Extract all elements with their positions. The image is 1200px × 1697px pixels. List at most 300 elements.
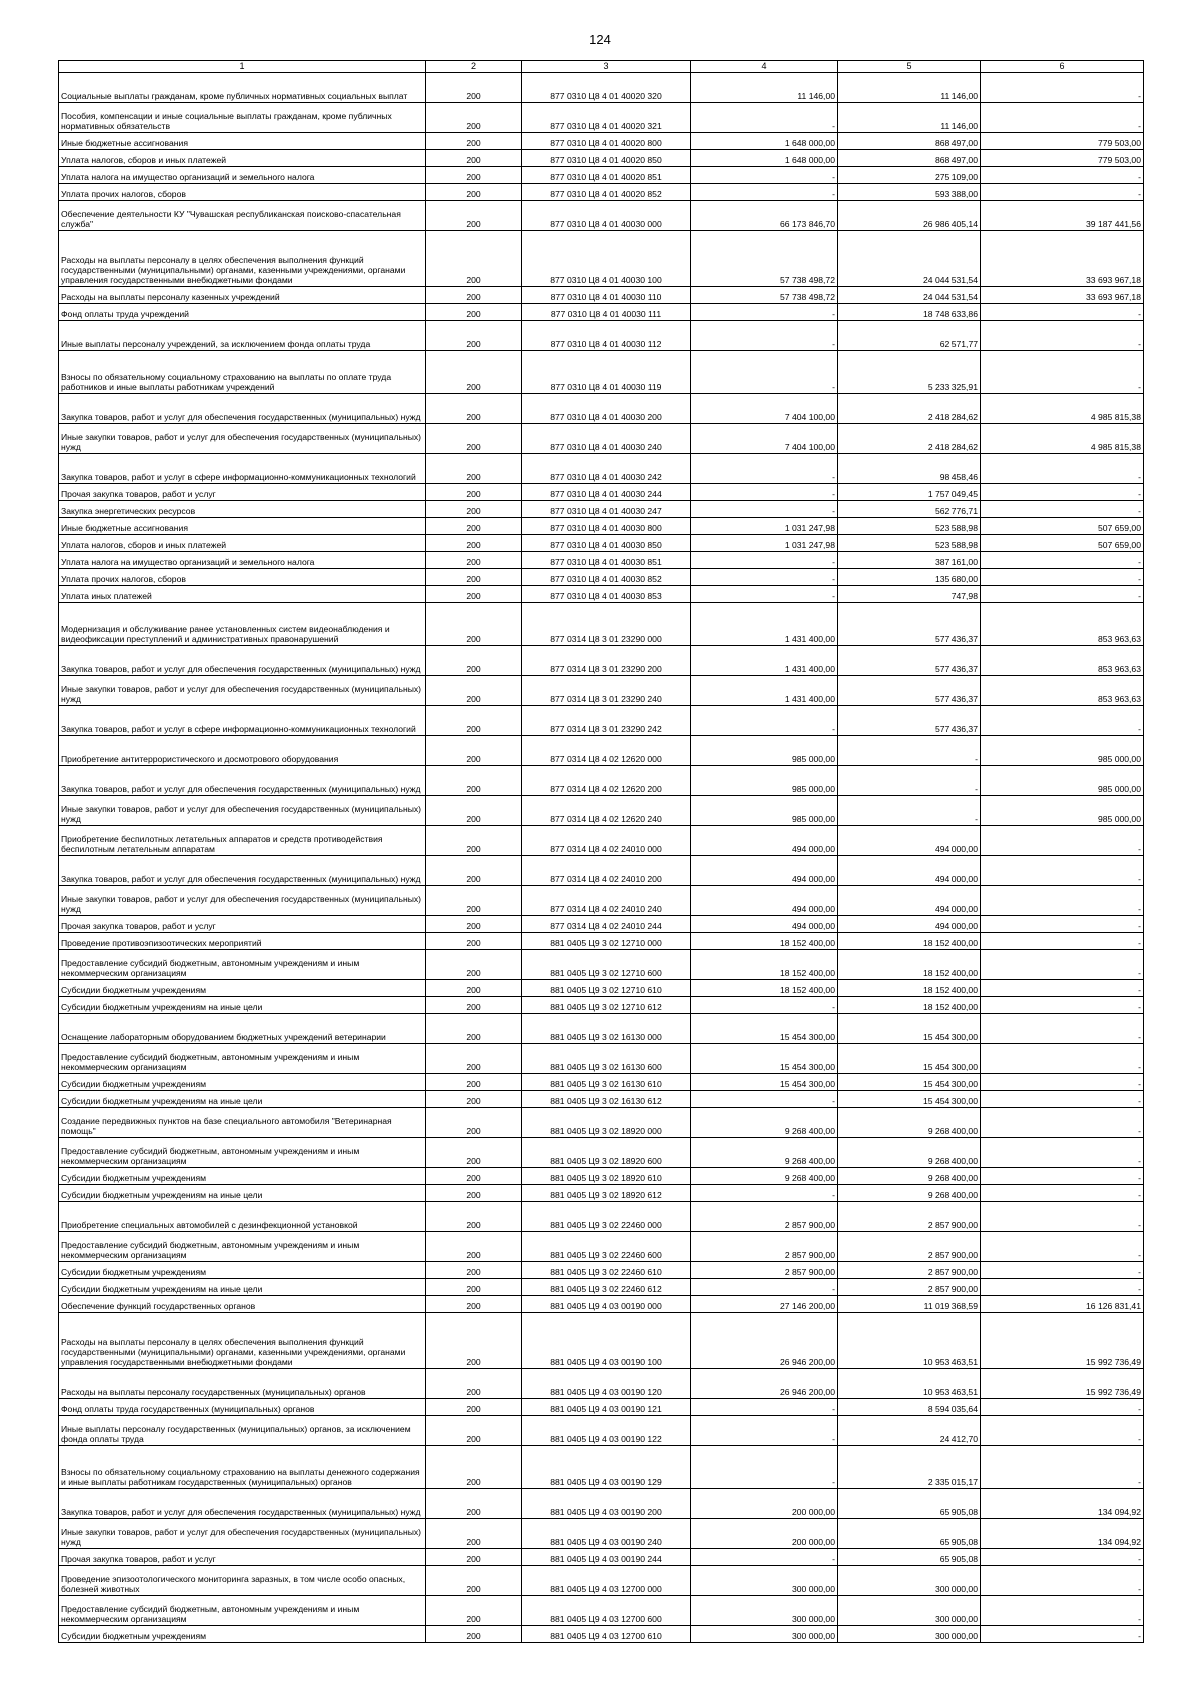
- approved-amount: 7 404 100,00: [691, 423, 838, 453]
- line-code: 200: [426, 132, 522, 149]
- budget-code: 881 0405 Ц9 3 02 16130 610: [522, 1073, 691, 1090]
- item-name: Иные закупки товаров, работ и услуг для обеспечения государственных (муниципальных) нужд: [59, 675, 426, 705]
- budget-code: 877 0314 Ц8 4 02 12620 200: [522, 765, 691, 795]
- approved-amount: 7 404 100,00: [691, 393, 838, 423]
- approved-amount: 985 000,00: [691, 795, 838, 825]
- budget-code: 877 0310 Ц8 4 01 40030 112: [522, 320, 691, 350]
- executed-amount: 300 000,00: [838, 1625, 981, 1642]
- approved-amount: -: [691, 585, 838, 602]
- approved-amount: 494 000,00: [691, 885, 838, 915]
- approved-amount: 300 000,00: [691, 1625, 838, 1642]
- budget-code: 877 0314 Ц8 4 02 12620 000: [522, 735, 691, 765]
- unexecuted-amount: -: [981, 183, 1144, 200]
- approved-amount: 985 000,00: [691, 765, 838, 795]
- line-code: 200: [426, 1625, 522, 1642]
- unexecuted-amount: 4 985 815,38: [981, 423, 1144, 453]
- table-row: [59, 1295, 1144, 1312]
- unexecuted-amount: -: [981, 825, 1144, 855]
- executed-amount: 1 757 049,45: [838, 483, 981, 500]
- executed-amount: 2 857 900,00: [838, 1231, 981, 1261]
- unexecuted-amount: 33 693 967,18: [981, 230, 1144, 286]
- table-row: [59, 705, 1144, 735]
- approved-amount: -: [691, 350, 838, 393]
- line-code: 200: [426, 1295, 522, 1312]
- approved-amount: -: [691, 1415, 838, 1445]
- table-row: [59, 825, 1144, 855]
- unexecuted-amount: -: [981, 1184, 1144, 1201]
- table-row: [59, 132, 1144, 149]
- unexecuted-amount: -: [981, 72, 1144, 102]
- budget-code: 877 0310 Ц8 4 01 40020 320: [522, 72, 691, 102]
- budget-code: 877 0310 Ц8 4 01 40030 111: [522, 303, 691, 320]
- table-row: [59, 534, 1144, 551]
- approved-amount: 200 000,00: [691, 1518, 838, 1548]
- approved-amount: 1 431 400,00: [691, 602, 838, 645]
- unexecuted-amount: -: [981, 1595, 1144, 1625]
- line-code: 200: [426, 932, 522, 949]
- unexecuted-amount: -: [981, 996, 1144, 1013]
- table-row: [59, 855, 1144, 885]
- item-name: Взносы по обязательному социальному страхованию на выплаты денежного содержания и иные выплаты работникам государственных (муниципальных) органов: [59, 1445, 426, 1488]
- executed-amount: 24 412,70: [838, 1415, 981, 1445]
- item-name: Закупка товаров, работ и услуг для обеспечения государственных (муниципальных) нужд: [59, 645, 426, 675]
- approved-amount: 200 000,00: [691, 1488, 838, 1518]
- table-row: [59, 1445, 1144, 1488]
- approved-amount: 1 031 247,98: [691, 534, 838, 551]
- unexecuted-amount: -: [981, 453, 1144, 483]
- table-row: [59, 795, 1144, 825]
- approved-amount: -: [691, 1445, 838, 1488]
- executed-amount: 11 146,00: [838, 102, 981, 132]
- budget-code: 881 0405 Ц9 3 02 16130 600: [522, 1043, 691, 1073]
- item-name: Уплата прочих налогов, сборов: [59, 183, 426, 200]
- item-name: Уплата налогов, сборов и иных платежей: [59, 534, 426, 551]
- budget-code: 881 0405 Ц9 3 02 18920 000: [522, 1107, 691, 1137]
- executed-amount: 577 436,37: [838, 602, 981, 645]
- item-name: Закупка товаров, работ и услуг для обеспечения государственных (муниципальных) нужд: [59, 765, 426, 795]
- table-row: [59, 735, 1144, 765]
- item-name: Субсидии бюджетным учреждениям на иные цели: [59, 1184, 426, 1201]
- table-row: [59, 1137, 1144, 1167]
- approved-amount: -: [691, 551, 838, 568]
- executed-amount: 577 436,37: [838, 705, 981, 735]
- approved-amount: 15 454 300,00: [691, 1013, 838, 1043]
- line-code: 200: [426, 645, 522, 675]
- line-code: 200: [426, 1368, 522, 1398]
- line-code: 200: [426, 183, 522, 200]
- executed-amount: 387 161,00: [838, 551, 981, 568]
- line-code: 200: [426, 979, 522, 996]
- item-name: Субсидии бюджетным учреждениям на иные цели: [59, 1278, 426, 1295]
- item-name: Социальные выплаты гражданам, кроме публичных нормативных социальных выплат: [59, 72, 426, 102]
- table-row: [59, 1167, 1144, 1184]
- budget-code: 877 0310 Ц8 4 01 40030 800: [522, 517, 691, 534]
- line-code: 200: [426, 1201, 522, 1231]
- table-row: [59, 1312, 1144, 1368]
- approved-amount: 15 454 300,00: [691, 1043, 838, 1073]
- budget-code: 877 0310 Ц8 4 01 40020 852: [522, 183, 691, 200]
- table-row: [59, 1261, 1144, 1278]
- unexecuted-amount: -: [981, 1548, 1144, 1565]
- unexecuted-amount: -: [981, 585, 1144, 602]
- item-name: Иные закупки товаров, работ и услуг для обеспечения государственных (муниципальных) нужд: [59, 1518, 426, 1548]
- line-code: 200: [426, 1090, 522, 1107]
- executed-amount: 300 000,00: [838, 1565, 981, 1595]
- executed-amount: 18 748 633,86: [838, 303, 981, 320]
- executed-amount: 868 497,00: [838, 149, 981, 166]
- line-code: 200: [426, 885, 522, 915]
- executed-amount: 494 000,00: [838, 825, 981, 855]
- unexecuted-amount: -: [981, 483, 1144, 500]
- table-row: [59, 996, 1144, 1013]
- executed-amount: 9 268 400,00: [838, 1167, 981, 1184]
- unexecuted-amount: -: [981, 1167, 1144, 1184]
- budget-code: 877 0314 Ц8 3 01 23290 240: [522, 675, 691, 705]
- item-name: Иные закупки товаров, работ и услуг для обеспечения государственных (муниципальных) нужд: [59, 885, 426, 915]
- approved-amount: 15 454 300,00: [691, 1073, 838, 1090]
- budget-code: 877 0310 Ц8 4 01 40030 244: [522, 483, 691, 500]
- budget-code: 877 0310 Ц8 4 01 40020 800: [522, 132, 691, 149]
- table-row: [59, 585, 1144, 602]
- table-row: [59, 483, 1144, 500]
- executed-amount: 275 109,00: [838, 166, 981, 183]
- item-name: Закупка товаров, работ и услуг в сфере информационно-коммуникационных технологий: [59, 705, 426, 735]
- item-name: Предоставление субсидий бюджетным, автономным учреждениям и иным некоммерческим организациям: [59, 1231, 426, 1261]
- executed-amount: 577 436,37: [838, 675, 981, 705]
- approved-amount: -: [691, 1398, 838, 1415]
- executed-amount: 523 588,98: [838, 534, 981, 551]
- item-name: Взносы по обязательному социальному страхованию на выплаты по оплате труда работников и иные выплаты работникам учреждений: [59, 350, 426, 393]
- unexecuted-amount: -: [981, 915, 1144, 932]
- table-row: [59, 303, 1144, 320]
- unexecuted-amount: -: [981, 949, 1144, 979]
- executed-amount: 2 335 015,17: [838, 1445, 981, 1488]
- unexecuted-amount: -: [981, 1231, 1144, 1261]
- line-code: 200: [426, 1167, 522, 1184]
- line-code: 200: [426, 855, 522, 885]
- budget-code: 881 0405 Ц9 4 03 00190 200: [522, 1488, 691, 1518]
- table-row: [59, 1368, 1144, 1398]
- budget-code: 881 0405 Ц9 4 03 00190 100: [522, 1312, 691, 1368]
- item-name: Закупка товаров, работ и услуг в сфере информационно-коммуникационных технологий: [59, 453, 426, 483]
- table-row: [59, 1595, 1144, 1625]
- executed-amount: 577 436,37: [838, 645, 981, 675]
- line-code: 200: [426, 1073, 522, 1090]
- unexecuted-amount: 853 963,63: [981, 602, 1144, 645]
- approved-amount: 18 152 400,00: [691, 979, 838, 996]
- approved-amount: 2 857 900,00: [691, 1201, 838, 1231]
- approved-amount: -: [691, 1090, 838, 1107]
- approved-amount: 1 648 000,00: [691, 149, 838, 166]
- budget-code: 881 0405 Ц9 4 03 00190 121: [522, 1398, 691, 1415]
- approved-amount: 11 146,00: [691, 72, 838, 102]
- item-name: Иные выплаты персоналу учреждений, за исключением фонда оплаты труда: [59, 320, 426, 350]
- item-name: Предоставление субсидий бюджетным, автономным учреждениям и иным некоммерческим организациям: [59, 1043, 426, 1073]
- budget-code: 881 0405 Ц9 3 02 16130 000: [522, 1013, 691, 1043]
- executed-amount: 2 418 284,62: [838, 423, 981, 453]
- col-header-6: 6: [981, 61, 1144, 73]
- unexecuted-amount: 134 094,92: [981, 1518, 1144, 1548]
- item-name: Иные закупки товаров, работ и услуг для обеспечения государственных (муниципальных) нужд: [59, 795, 426, 825]
- approved-amount: 1 031 247,98: [691, 517, 838, 534]
- unexecuted-amount: -: [981, 1278, 1144, 1295]
- executed-amount: 18 152 400,00: [838, 932, 981, 949]
- approved-amount: 300 000,00: [691, 1565, 838, 1595]
- executed-amount: 18 152 400,00: [838, 979, 981, 996]
- approved-amount: 300 000,00: [691, 1595, 838, 1625]
- executed-amount: 15 454 300,00: [838, 1043, 981, 1073]
- col-header-2: 2: [426, 61, 522, 73]
- unexecuted-amount: -: [981, 1090, 1144, 1107]
- line-code: 200: [426, 825, 522, 855]
- unexecuted-amount: 853 963,63: [981, 675, 1144, 705]
- executed-amount: 18 152 400,00: [838, 996, 981, 1013]
- table-row: [59, 765, 1144, 795]
- executed-amount: 65 905,08: [838, 1488, 981, 1518]
- unexecuted-amount: -: [981, 705, 1144, 735]
- unexecuted-amount: -: [981, 1073, 1144, 1090]
- table-row: [59, 1415, 1144, 1445]
- table-row: [59, 1043, 1144, 1073]
- executed-amount: 10 953 463,51: [838, 1368, 981, 1398]
- approved-amount: -: [691, 1278, 838, 1295]
- item-name: Иные бюджетные ассигнования: [59, 517, 426, 534]
- line-code: 200: [426, 166, 522, 183]
- item-name: Пособия, компенсации и иные социальные выплаты гражданам, кроме публичных нормативных обязательств: [59, 102, 426, 132]
- line-code: 200: [426, 320, 522, 350]
- line-code: 200: [426, 1488, 522, 1518]
- approved-amount: -: [691, 303, 838, 320]
- unexecuted-amount: -: [981, 1137, 1144, 1167]
- unexecuted-amount: 4 985 815,38: [981, 393, 1144, 423]
- line-code: 200: [426, 483, 522, 500]
- line-code: 200: [426, 1445, 522, 1488]
- unexecuted-amount: -: [981, 1107, 1144, 1137]
- unexecuted-amount: 853 963,63: [981, 645, 1144, 675]
- item-name: Уплата прочих налогов, сборов: [59, 568, 426, 585]
- line-code: 200: [426, 1261, 522, 1278]
- budget-code: 877 0310 Ц8 4 01 40030 247: [522, 500, 691, 517]
- executed-amount: 300 000,00: [838, 1595, 981, 1625]
- table-row: [59, 149, 1144, 166]
- table-row: [59, 183, 1144, 200]
- line-code: 200: [426, 1043, 522, 1073]
- executed-amount: 11 019 368,59: [838, 1295, 981, 1312]
- line-code: 200: [426, 1312, 522, 1368]
- approved-amount: 18 152 400,00: [691, 932, 838, 949]
- budget-code: 877 0310 Ц8 4 01 40020 850: [522, 149, 691, 166]
- budget-code: 881 0405 Ц9 3 02 12710 610: [522, 979, 691, 996]
- item-name: Проведение противоэпизоотических мероприятий: [59, 932, 426, 949]
- table-row: [59, 1201, 1144, 1231]
- line-code: 200: [426, 423, 522, 453]
- header-row: [59, 61, 1144, 73]
- unexecuted-amount: -: [981, 1445, 1144, 1488]
- line-code: 200: [426, 1595, 522, 1625]
- line-code: 200: [426, 735, 522, 765]
- line-code: 200: [426, 350, 522, 393]
- line-code: 200: [426, 1013, 522, 1043]
- line-code: 200: [426, 949, 522, 979]
- executed-amount: 24 044 531,54: [838, 286, 981, 303]
- budget-code: 881 0405 Ц9 4 03 00190 129: [522, 1445, 691, 1488]
- item-name: Субсидии бюджетным учреждениям: [59, 1261, 426, 1278]
- budget-code: 881 0405 Ц9 3 02 22460 612: [522, 1278, 691, 1295]
- budget-code: 877 0314 Ц8 4 02 24010 000: [522, 825, 691, 855]
- budget-code: 881 0405 Ц9 4 03 00190 120: [522, 1368, 691, 1398]
- executed-amount: -: [838, 765, 981, 795]
- item-name: Уплата налога на имущество организаций и земельного налога: [59, 551, 426, 568]
- budget-code: 881 0405 Ц9 3 02 18920 610: [522, 1167, 691, 1184]
- item-name: Закупка товаров, работ и услуг для обеспечения государственных (муниципальных) нужд: [59, 1488, 426, 1518]
- budget-code: 881 0405 Ц9 3 02 18920 600: [522, 1137, 691, 1167]
- unexecuted-amount: -: [981, 166, 1144, 183]
- table-row: [59, 1488, 1144, 1518]
- approved-amount: -: [691, 996, 838, 1013]
- item-name: Расходы на выплаты персоналу в целях обеспечения выполнения функций государственными (муниципальными) органами, казенными учреждениями, органами управления государственными внебюджетными фондами: [59, 1312, 426, 1368]
- budget-code: 877 0310 Ц8 4 01 40030 850: [522, 534, 691, 551]
- line-code: 200: [426, 1107, 522, 1137]
- budget-code: 877 0314 Ц8 3 01 23290 242: [522, 705, 691, 735]
- budget-code: 877 0310 Ц8 4 01 40030 851: [522, 551, 691, 568]
- item-name: Прочая закупка товаров, работ и услуг: [59, 483, 426, 500]
- executed-amount: 562 776,71: [838, 500, 981, 517]
- item-name: Субсидии бюджетным учреждениям: [59, 1167, 426, 1184]
- budget-code: 877 0310 Ц8 4 01 40020 321: [522, 102, 691, 132]
- unexecuted-amount: -: [981, 303, 1144, 320]
- budget-code: 881 0405 Ц9 3 02 22460 610: [522, 1261, 691, 1278]
- budget-code: 877 0314 Ц8 4 02 24010 244: [522, 915, 691, 932]
- budget-code: 881 0405 Ц9 4 03 12700 000: [522, 1565, 691, 1595]
- item-name: Создание передвижных пунктов на базе специального автомобиля "Ветеринарная помощь": [59, 1107, 426, 1137]
- table-row: [59, 1184, 1144, 1201]
- item-name: Иные выплаты персоналу государственных (муниципальных) органов, за исключением фонда оплаты труда: [59, 1415, 426, 1445]
- item-name: Иные закупки товаров, работ и услуг для обеспечения государственных (муниципальных) нужд: [59, 423, 426, 453]
- item-name: Оснащение лабораторным оборудованием бюджетных учреждений ветеринарии: [59, 1013, 426, 1043]
- col-header-1: 1: [59, 61, 426, 73]
- budget-code: 881 0405 Ц9 4 03 00190 240: [522, 1518, 691, 1548]
- item-name: Субсидии бюджетным учреждениям на иные цели: [59, 996, 426, 1013]
- item-name: Предоставление субсидий бюджетным, автономным учреждениям и иным некоммерческим организациям: [59, 1137, 426, 1167]
- approved-amount: 985 000,00: [691, 735, 838, 765]
- table-row: [59, 551, 1144, 568]
- table-row: [59, 320, 1144, 350]
- page-number: 124: [589, 32, 611, 47]
- budget-code: 877 0314 Ц8 3 01 23290 000: [522, 602, 691, 645]
- budget-code: 881 0405 Ц9 3 02 22460 000: [522, 1201, 691, 1231]
- line-code: 200: [426, 1565, 522, 1595]
- line-code: 200: [426, 1415, 522, 1445]
- line-code: 200: [426, 551, 522, 568]
- unexecuted-amount: 779 503,00: [981, 149, 1144, 166]
- unexecuted-amount: 39 187 441,56: [981, 200, 1144, 230]
- approved-amount: 9 268 400,00: [691, 1167, 838, 1184]
- executed-amount: 65 905,08: [838, 1548, 981, 1565]
- budget-code: 877 0310 Ц8 4 01 40020 851: [522, 166, 691, 183]
- approved-amount: 66 173 846,70: [691, 200, 838, 230]
- table-row: [59, 1565, 1144, 1595]
- approved-amount: 1 431 400,00: [691, 675, 838, 705]
- approved-amount: -: [691, 500, 838, 517]
- table-row: [59, 1518, 1144, 1548]
- item-name: Прочая закупка товаров, работ и услуг: [59, 915, 426, 932]
- unexecuted-amount: 33 693 967,18: [981, 286, 1144, 303]
- unexecuted-amount: 507 659,00: [981, 534, 1144, 551]
- budget-code: 881 0405 Ц9 4 03 12700 610: [522, 1625, 691, 1642]
- table-row: [59, 602, 1144, 645]
- executed-amount: 747,98: [838, 585, 981, 602]
- table-row: [59, 915, 1144, 932]
- item-name: Субсидии бюджетным учреждениям на иные цели: [59, 1090, 426, 1107]
- executed-amount: 868 497,00: [838, 132, 981, 149]
- budget-code: 881 0405 Ц9 4 03 00190 244: [522, 1548, 691, 1565]
- unexecuted-amount: 985 000,00: [981, 765, 1144, 795]
- budget-code: 877 0310 Ц8 4 01 40030 852: [522, 568, 691, 585]
- executed-amount: 2 857 900,00: [838, 1278, 981, 1295]
- table-row: [59, 1548, 1144, 1565]
- table-row: [59, 1073, 1144, 1090]
- unexecuted-amount: -: [981, 979, 1144, 996]
- approved-amount: 9 268 400,00: [691, 1107, 838, 1137]
- executed-amount: 98 458,46: [838, 453, 981, 483]
- budget-code: 877 0310 Ц8 4 01 40030 240: [522, 423, 691, 453]
- unexecuted-amount: -: [981, 1415, 1144, 1445]
- executed-amount: 2 857 900,00: [838, 1201, 981, 1231]
- table-row: [59, 675, 1144, 705]
- budget-code: 881 0405 Ц9 4 03 00190 000: [522, 1295, 691, 1312]
- budget-code: 877 0310 Ц8 4 01 40030 200: [522, 393, 691, 423]
- table-row: [59, 885, 1144, 915]
- unexecuted-amount: 985 000,00: [981, 795, 1144, 825]
- item-name: Субсидии бюджетным учреждениям: [59, 1073, 426, 1090]
- item-name: Модернизация и обслуживание ранее установленных систем видеонаблюдения и видеофиксации преступлений и административных правонарушений: [59, 602, 426, 645]
- unexecuted-amount: -: [981, 1565, 1144, 1595]
- budget-code: 877 0310 Ц8 4 01 40030 100: [522, 230, 691, 286]
- budget-code: 881 0405 Ц9 3 02 12710 000: [522, 932, 691, 949]
- unexecuted-amount: -: [981, 500, 1144, 517]
- unexecuted-amount: 134 094,92: [981, 1488, 1144, 1518]
- line-code: 200: [426, 500, 522, 517]
- col-header-4: 4: [691, 61, 838, 73]
- executed-amount: 26 986 405,14: [838, 200, 981, 230]
- approved-amount: -: [691, 705, 838, 735]
- unexecuted-amount: -: [981, 1625, 1144, 1642]
- unexecuted-amount: -: [981, 1013, 1144, 1043]
- table-row: [59, 72, 1144, 102]
- table-row: [59, 166, 1144, 183]
- line-code: 200: [426, 200, 522, 230]
- executed-amount: 2 418 284,62: [838, 393, 981, 423]
- table-row: [59, 932, 1144, 949]
- unexecuted-amount: 15 992 736,49: [981, 1312, 1144, 1368]
- executed-amount: 15 454 300,00: [838, 1073, 981, 1090]
- line-code: 200: [426, 915, 522, 932]
- table-row: [59, 1398, 1144, 1415]
- line-code: 200: [426, 1518, 522, 1548]
- item-name: Расходы на выплаты персоналу государственных (муниципальных) органов: [59, 1368, 426, 1398]
- table-row: [59, 200, 1144, 230]
- budget-code: 877 0310 Ц8 4 01 40030 119: [522, 350, 691, 393]
- unexecuted-amount: 16 126 831,41: [981, 1295, 1144, 1312]
- approved-amount: -: [691, 166, 838, 183]
- approved-amount: 9 268 400,00: [691, 1137, 838, 1167]
- col-header-3: 3: [522, 61, 691, 73]
- line-code: 200: [426, 1548, 522, 1565]
- executed-amount: 5 233 325,91: [838, 350, 981, 393]
- line-code: 200: [426, 795, 522, 825]
- approved-amount: 57 738 498,72: [691, 230, 838, 286]
- table-row: [59, 102, 1144, 132]
